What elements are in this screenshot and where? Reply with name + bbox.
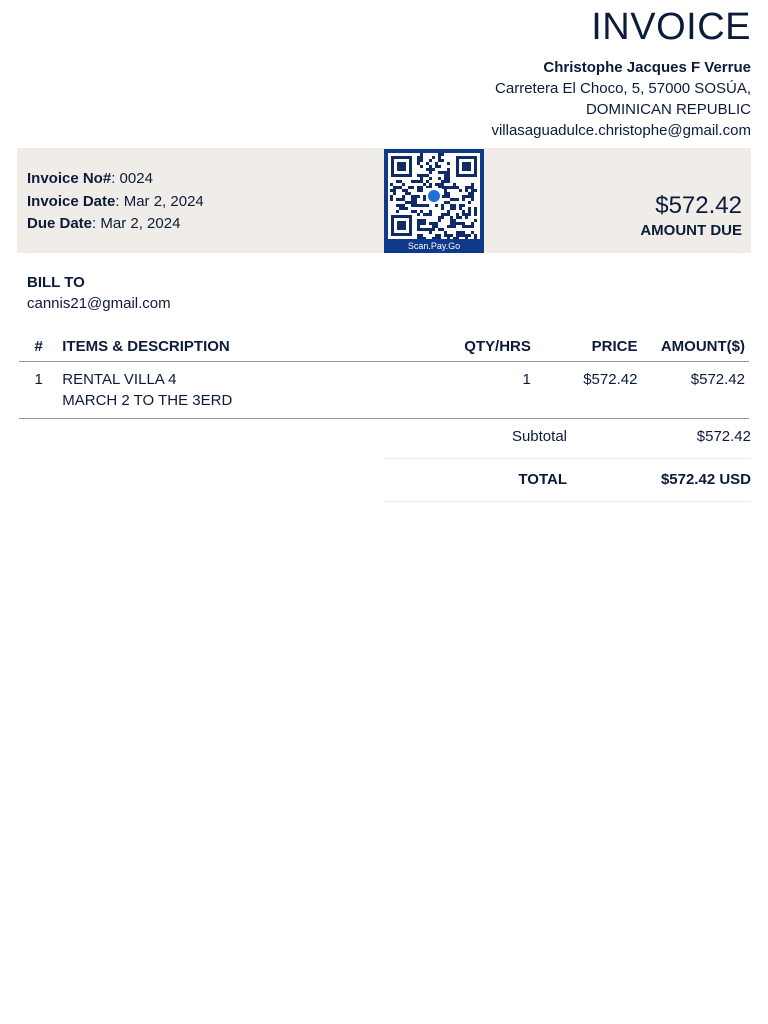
invoice-date-line (27, 191, 204, 214)
invoice-date-label: Invoice Date (27, 192, 116, 210)
invoice-number-label: Invoice No# (27, 170, 112, 187)
seller-block (491, 57, 751, 141)
total-row (384, 459, 751, 502)
due-date-label: Due Date (27, 215, 93, 232)
row-qty: 1 (389, 362, 535, 419)
amount-due-block (640, 192, 742, 239)
total-value: $572.42 USD (660, 471, 751, 488)
qr-caption: Scan.Pay.Go (407, 241, 461, 251)
table-row (19, 362, 749, 419)
col-price: PRICE (535, 332, 642, 362)
seller-email: villasaguadulce.christophe@gmail.com (491, 122, 751, 139)
col-description: ITEMS & DESCRIPTION (58, 332, 389, 362)
subtotal-label: Subtotal (511, 428, 567, 445)
amount-due-value: $572.42 (655, 192, 742, 219)
bill-to-heading: BILL TO (27, 274, 85, 291)
row-price: $572.42 (535, 362, 642, 419)
invoice-meta (27, 168, 204, 236)
invoice-summary-band (17, 148, 751, 253)
items-table (19, 332, 749, 419)
col-number: # (19, 332, 58, 362)
col-amount: AMOUNT($) (641, 332, 749, 362)
amount-due-label: AMOUNT DUE (640, 222, 742, 239)
payment-qr[interactable] (384, 149, 484, 253)
row-amount: $572.42 (641, 362, 749, 419)
invoice-title: INVOICE (591, 6, 751, 48)
seller-name: Christophe Jacques F Verrue (543, 59, 751, 76)
seller-address-line2: DOMINICAN REPUBLIC (585, 101, 751, 118)
totals-block (384, 416, 751, 502)
bill-to-email: cannis21@gmail.com (27, 295, 171, 312)
qr-code-icon (388, 153, 480, 239)
invoice-number-line (27, 168, 204, 191)
row-number: 1 (19, 362, 58, 419)
due-date-line (27, 213, 204, 236)
table-header-row (19, 332, 749, 362)
subtotal-row (384, 416, 751, 459)
col-qty: QTY/HRS (389, 332, 535, 362)
invoice-number: : 0024 (111, 170, 153, 187)
row-item (58, 362, 389, 419)
subtotal-value: $572.42 (696, 428, 751, 445)
item-name: RENTAL VILLA 4 (62, 371, 177, 388)
item-description: MARCH 2 TO THE 3ERD (62, 392, 233, 409)
total-label: TOTAL (518, 471, 567, 488)
due-date: : Mar 2, 2024 (92, 215, 181, 232)
invoice-date: : Mar 2, 2024 (115, 192, 204, 210)
seller-address-line1: Carretera El Choco, 5, 57000 SOSÚA, (495, 80, 751, 97)
bill-to (27, 272, 171, 314)
